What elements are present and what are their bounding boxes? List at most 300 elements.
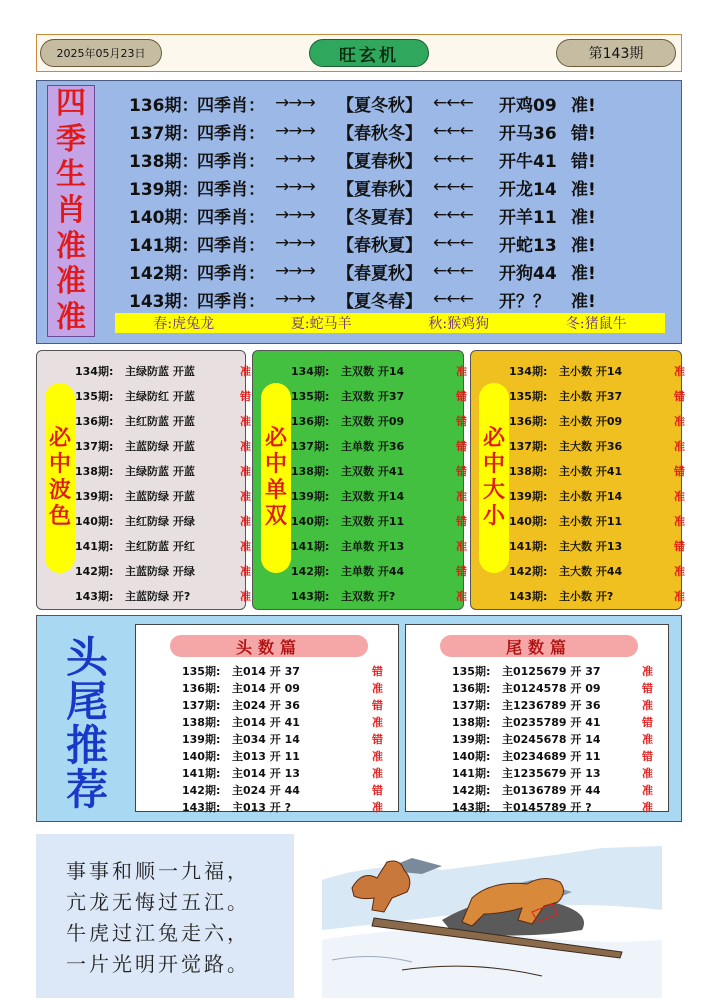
row-verdict: 准 [642, 800, 653, 814]
row-text: 主014 开 41 [232, 715, 300, 729]
row-verdict: 错 [674, 539, 685, 553]
row-issue: 142期: [182, 783, 221, 797]
row-text: 主0234689 开 11 [502, 749, 601, 763]
row-issue: 136期: [75, 414, 114, 428]
list-item [182, 781, 383, 798]
row-text: 主小数 开09 [559, 414, 623, 428]
row-text: 主蓝防绿 开蓝 [125, 439, 195, 453]
arrow-left-icon: ←←← [433, 93, 473, 113]
row-issue: 140期: [291, 514, 330, 528]
list-item [452, 781, 653, 798]
list-item [509, 508, 685, 533]
row-verdict: 错 [674, 464, 685, 478]
title-char: 肖 [56, 192, 86, 228]
tail-number-panel [405, 624, 669, 812]
arrow-left-icon: ←←← [433, 177, 473, 197]
row-issue: 137期: [452, 698, 491, 712]
season-row [129, 117, 601, 145]
row-seasons: 【春秋冬】 [337, 123, 422, 144]
row-issue: 142期： [129, 263, 199, 284]
row-text: 主014 开 13 [232, 766, 300, 780]
row-verdict: 准 [456, 489, 467, 503]
row-verdict: 错 [456, 564, 467, 578]
head-panel-caption: 头数篇 [170, 635, 368, 657]
row-open-result: 开马36 [499, 123, 557, 144]
list-item [75, 533, 251, 558]
arrow-right-icon: →→→ [275, 233, 315, 253]
row-issue: 135期: [75, 389, 114, 403]
arrow-left-icon: ←←← [433, 149, 473, 169]
title-char: 双 [264, 504, 287, 529]
row-issue: 138期: [182, 715, 221, 729]
list-item [182, 747, 383, 764]
row-text: 主绿防蓝 开蓝 [125, 464, 195, 478]
legend-autumn: 秋:猴鸡狗 [428, 316, 490, 332]
title-char: 中 [264, 452, 287, 477]
row-text: 主双数 开09 [341, 414, 405, 428]
row-issue: 141期: [509, 539, 548, 553]
row-label: 四季肖： [197, 179, 265, 200]
row-text: 主013 开 ? [232, 800, 292, 814]
row-issue: 139期: [509, 489, 548, 503]
row-text: 主蓝防绿 开? [125, 589, 191, 603]
row-verdict: 准 [674, 414, 685, 428]
list-item [509, 558, 685, 583]
row-text: 主013 开 11 [232, 749, 300, 763]
title-char: 生 [56, 157, 86, 193]
row-verdict: 错 [642, 681, 653, 695]
row-verdict: 准! [571, 207, 596, 228]
row-issue: 137期: [75, 439, 114, 453]
title-char: 准 [56, 228, 86, 264]
legend-spring: 春:虎兔龙 [153, 316, 215, 332]
header-bar [36, 34, 682, 72]
arrow-right-icon: →→→ [275, 261, 315, 281]
row-verdict: 准 [240, 589, 251, 603]
row-verdict: 准 [372, 800, 383, 814]
row-verdict: 准 [372, 749, 383, 763]
head-tail-title [49, 633, 125, 814]
list-item [291, 408, 467, 433]
row-text: 主小数 开37 [559, 389, 623, 403]
row-issue: 135期: [182, 664, 221, 678]
row-verdict: 错 [456, 514, 467, 528]
list-item [182, 764, 383, 781]
title-char: 小 [482, 504, 505, 529]
legend-winter: 冬:猪鼠牛 [565, 316, 627, 332]
season-row [129, 89, 601, 117]
row-text: 主034 开 14 [232, 732, 300, 746]
row-verdict: 准 [642, 698, 653, 712]
row-issue: 140期: [75, 514, 114, 528]
list-item [75, 508, 251, 533]
row-verdict: 准 [674, 564, 685, 578]
title-char: 四 [56, 85, 86, 121]
list-item [452, 747, 653, 764]
row-verdict: 准 [372, 715, 383, 729]
row-issue: 136期: [182, 681, 221, 695]
row-verdict: 错 [642, 749, 653, 763]
row-issue: 140期: [182, 749, 221, 763]
row-label: 四季肖： [197, 207, 265, 228]
row-issue: 138期: [291, 464, 330, 478]
row-verdict: 准 [674, 489, 685, 503]
title-char: 推 [65, 721, 108, 770]
row-issue: 142期: [291, 564, 330, 578]
arrow-left-icon: ←←← [433, 205, 473, 225]
row-verdict: 准 [240, 489, 251, 503]
row-issue: 140期: [509, 514, 548, 528]
list-item [75, 483, 251, 508]
row-issue: 143期: [452, 800, 491, 814]
row-label: 四季肖： [197, 235, 265, 256]
arrow-right-icon: →→→ [275, 177, 315, 197]
row-open-result: 开龙14 [499, 179, 557, 200]
row-open-result: 开？？ [499, 291, 550, 312]
row-label: 四季肖： [197, 263, 265, 284]
row-text: 主0235789 开 41 [502, 715, 601, 729]
season-section-title [47, 85, 95, 337]
row-issue: 137期: [291, 439, 330, 453]
tiger-illustration [322, 840, 662, 998]
row-issue: 138期: [452, 715, 491, 729]
row-text: 主双数 开37 [341, 389, 405, 403]
row-issue: 141期： [129, 235, 199, 256]
row-verdict: 错 [372, 732, 383, 746]
season-legend [115, 313, 665, 333]
list-item [291, 508, 467, 533]
list-item [291, 583, 467, 608]
row-verdict: 准 [240, 564, 251, 578]
list-item [75, 383, 251, 408]
row-issue: 138期： [129, 151, 199, 172]
row-verdict: 准 [240, 514, 251, 528]
list-item [75, 583, 251, 608]
head-tail-section [36, 615, 682, 822]
row-text: 主024 开 44 [232, 783, 300, 797]
row-issue: 139期: [182, 732, 221, 746]
title-char: 季 [56, 121, 86, 157]
row-verdict: 错 [372, 698, 383, 712]
date-badge: 2025年05月23日 [40, 39, 162, 67]
title-char: 中 [482, 452, 505, 477]
big-small-box [470, 350, 685, 610]
row-issue: 135期: [452, 664, 491, 678]
row-verdict: 错 [240, 389, 251, 403]
list-item [291, 358, 467, 383]
row-verdict: 准 [642, 664, 653, 678]
row-issue: 141期: [75, 539, 114, 553]
big-small-box-title [479, 383, 509, 573]
list-item [509, 433, 685, 458]
row-verdict: 错 [642, 715, 653, 729]
row-label: 四季肖： [197, 123, 265, 144]
list-item [452, 713, 653, 730]
list-item [182, 679, 383, 696]
poem-line: 亢龙无悔过五江。 [66, 890, 250, 914]
row-verdict: 准 [372, 681, 383, 695]
row-verdict: 错! [571, 123, 596, 144]
arrow-right-icon: →→→ [275, 121, 315, 141]
row-text: 主小数 开11 [559, 514, 623, 528]
row-verdict: 准 [456, 539, 467, 553]
row-verdict: 准 [240, 414, 251, 428]
row-text: 主双数 开14 [341, 364, 405, 378]
row-text: 主红防蓝 开蓝 [125, 414, 195, 428]
list-item [509, 358, 685, 383]
row-issue: 139期： [129, 179, 199, 200]
wave-box-title [45, 383, 75, 573]
title-char: 必 [264, 426, 287, 451]
title-char: 单 [264, 478, 287, 503]
row-seasons: 【冬夏春】 [337, 207, 422, 228]
row-text: 主蓝防绿 开蓝 [125, 489, 195, 503]
head-number-panel [135, 624, 399, 812]
season-rows [129, 89, 601, 313]
list-item [75, 358, 251, 383]
row-issue: 136期: [291, 414, 330, 428]
row-text: 主014 开 37 [232, 664, 300, 678]
row-verdict: 准 [240, 364, 251, 378]
list-item [452, 662, 653, 679]
row-verdict: 错! [571, 151, 596, 172]
row-seasons: 【春夏秋】 [337, 263, 422, 284]
row-text: 主大数 开36 [559, 439, 623, 453]
row-text: 主红防蓝 开红 [125, 539, 195, 553]
row-text: 主大数 开44 [559, 564, 623, 578]
list-item [509, 583, 685, 608]
row-verdict: 错 [372, 783, 383, 797]
row-label: 四季肖： [197, 95, 265, 116]
legend-summer: 夏:蛇马羊 [290, 316, 352, 332]
list-item [75, 558, 251, 583]
list-item [509, 408, 685, 433]
row-text: 主单数 开44 [341, 564, 405, 578]
row-text: 主绿防蓝 开蓝 [125, 364, 195, 378]
row-verdict: 准 [456, 364, 467, 378]
row-seasons: 【夏冬秋】 [337, 95, 422, 116]
row-issue: 135期: [509, 389, 548, 403]
page-title: 旺玄机 [309, 39, 429, 67]
season-zodiac-section [36, 80, 682, 344]
row-issue: 143期: [509, 589, 548, 603]
row-seasons: 【夏冬春】 [337, 291, 422, 312]
row-verdict: 准 [642, 732, 653, 746]
row-issue: 141期: [182, 766, 221, 780]
row-verdict: 错 [372, 664, 383, 678]
list-item [452, 764, 653, 781]
row-text: 主0124578 开 09 [502, 681, 601, 695]
row-issue: 138期: [509, 464, 548, 478]
title-char: 准 [56, 264, 86, 300]
row-issue: 143期: [182, 800, 221, 814]
row-verdict: 准! [571, 263, 596, 284]
row-text: 主双数 开? [341, 589, 396, 603]
head-number-list [182, 662, 383, 815]
row-issue: 136期: [452, 681, 491, 695]
title-char: 荐 [65, 765, 108, 814]
row-text: 主绿防红 开蓝 [125, 389, 195, 403]
season-row [129, 285, 601, 313]
list-item [75, 458, 251, 483]
row-verdict: 准 [642, 783, 653, 797]
row-text: 主0136789 开 44 [502, 783, 601, 797]
row-verdict: 错 [456, 439, 467, 453]
title-char: 准 [56, 300, 86, 336]
list-item [291, 458, 467, 483]
title-char: 头 [65, 633, 108, 682]
row-text: 主蓝防绿 开绿 [125, 564, 195, 578]
row-issue: 140期： [129, 207, 199, 228]
list-item [291, 533, 467, 558]
row-verdict: 准 [240, 464, 251, 478]
row-text: 主0125679 开 37 [502, 664, 601, 678]
season-row [129, 173, 601, 201]
row-text: 主小数 开14 [559, 489, 623, 503]
list-item [182, 713, 383, 730]
row-verdict: 准! [571, 291, 596, 312]
row-issue: 141期: [291, 539, 330, 553]
row-text: 主双数 开11 [341, 514, 405, 528]
row-open-result: 开羊11 [499, 207, 557, 228]
list-item [509, 533, 685, 558]
row-issue: 139期: [291, 489, 330, 503]
list-item [291, 558, 467, 583]
row-verdict: 准 [674, 364, 685, 378]
tail-panel-caption: 尾数篇 [440, 635, 638, 657]
title-char: 必 [482, 426, 505, 451]
row-text: 主小数 开? [559, 589, 614, 603]
row-issue: 136期: [509, 414, 548, 428]
list-item [75, 433, 251, 458]
list-item [291, 383, 467, 408]
list-item [452, 679, 653, 696]
title-char: 中 [48, 452, 71, 477]
row-verdict: 准 [674, 514, 685, 528]
row-open-result: 开狗44 [499, 263, 557, 284]
row-verdict: 准 [642, 766, 653, 780]
list-item [509, 483, 685, 508]
list-item [75, 408, 251, 433]
season-row [129, 229, 601, 257]
row-verdict: 错 [456, 414, 467, 428]
poem-line: 一片光明开觉路。 [66, 952, 250, 976]
season-row [129, 257, 601, 285]
row-text: 主1235679 开 13 [502, 766, 601, 780]
arrow-left-icon: ←←← [433, 233, 473, 253]
row-verdict: 准! [571, 179, 596, 200]
row-text: 主0245678 开 14 [502, 732, 601, 746]
row-issue: 142期: [452, 783, 491, 797]
arrow-left-icon: ←←← [433, 121, 473, 141]
row-issue: 135期: [291, 389, 330, 403]
poem-line: 牛虎过江兔走六， [66, 921, 250, 945]
row-issue: 137期: [182, 698, 221, 712]
row-issue: 134期: [75, 364, 114, 378]
arrow-right-icon: →→→ [275, 93, 315, 113]
title-char: 波 [48, 478, 71, 503]
list-item [509, 383, 685, 408]
row-issue: 139期: [452, 732, 491, 746]
row-verdict: 准 [372, 766, 383, 780]
list-item [452, 730, 653, 747]
odd-even-box [252, 350, 467, 610]
list-item [452, 696, 653, 713]
list-item [291, 483, 467, 508]
row-verdict: 准! [571, 235, 596, 256]
arrow-right-icon: →→→ [275, 289, 315, 309]
list-item [182, 662, 383, 679]
row-verdict: 准 [674, 439, 685, 453]
tail-number-list [452, 662, 653, 815]
wave-color-box [36, 350, 251, 610]
title-char: 大 [482, 478, 505, 503]
row-verdict: 准 [240, 439, 251, 453]
row-verdict: 准! [571, 95, 596, 116]
title-char: 必 [48, 426, 71, 451]
row-seasons: 【夏春秋】 [337, 151, 422, 172]
row-text: 主0145789 开 ? [502, 800, 592, 814]
row-issue: 134期: [509, 364, 548, 378]
row-text: 主024 开 36 [232, 698, 300, 712]
row-issue: 139期: [75, 489, 114, 503]
row-text: 主014 开 09 [232, 681, 300, 695]
row-seasons: 【夏春秋】 [337, 179, 422, 200]
list-item [182, 730, 383, 747]
list-item [452, 798, 653, 815]
list-item [509, 458, 685, 483]
list-item [182, 798, 383, 815]
row-text: 主单数 开36 [341, 439, 405, 453]
row-text: 主双数 开41 [341, 464, 405, 478]
row-text: 主小数 开41 [559, 464, 623, 478]
row-verdict: 错 [674, 389, 685, 403]
row-issue: 138期: [75, 464, 114, 478]
row-verdict: 准 [674, 589, 685, 603]
row-issue: 137期: [509, 439, 548, 453]
row-open-result: 开牛41 [499, 151, 557, 172]
row-issue: 136期： [129, 95, 199, 116]
odd-even-list [291, 358, 467, 608]
row-label: 四季肖： [197, 151, 265, 172]
issue-badge: 第143期 [556, 39, 676, 67]
wave-list [75, 358, 251, 608]
odd-even-box-title [261, 383, 291, 573]
row-text: 主红防绿 开绿 [125, 514, 195, 528]
row-issue: 142期: [75, 564, 114, 578]
row-open-result: 开鸡09 [499, 95, 557, 116]
row-text: 主双数 开14 [341, 489, 405, 503]
row-label: 四季肖： [197, 291, 265, 312]
list-item [291, 433, 467, 458]
row-text: 主单数 开13 [341, 539, 405, 553]
season-row [129, 201, 601, 229]
row-issue: 134期: [291, 364, 330, 378]
row-issue: 143期: [291, 589, 330, 603]
big-small-list [509, 358, 685, 608]
row-open-result: 开蛇13 [499, 235, 557, 256]
row-text: 主小数 开14 [559, 364, 623, 378]
row-text: 主1236789 开 36 [502, 698, 601, 712]
poem-line: 事事和顺一九福， [66, 859, 250, 883]
row-seasons: 【春秋夏】 [337, 235, 422, 256]
arrow-left-icon: ←←← [433, 261, 473, 281]
row-verdict: 准 [240, 539, 251, 553]
row-verdict: 错 [456, 464, 467, 478]
row-verdict: 准 [456, 589, 467, 603]
season-row [129, 145, 601, 173]
row-issue: 140期: [452, 749, 491, 763]
